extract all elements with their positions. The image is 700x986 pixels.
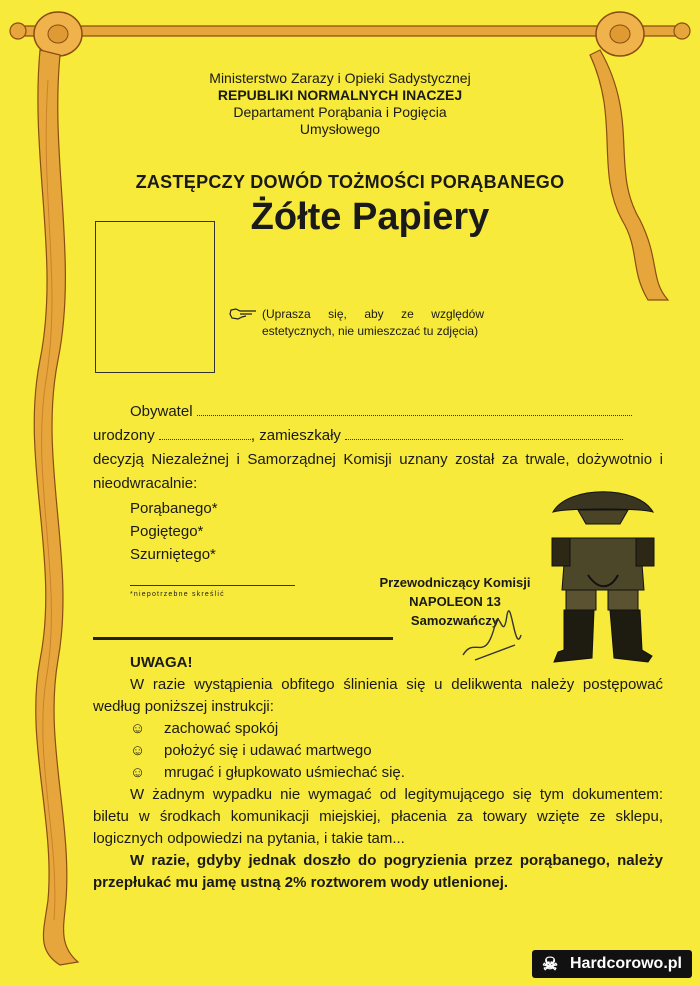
department-name: Departament Porąbania i Pogięcia [233,104,447,120]
instruction-item: ☺ położyć się i udawać martwego [130,740,663,762]
photo-box [95,221,215,373]
department-name-cont: Umysłowego [299,121,381,137]
option-pogiety[interactable]: Pogiętego* [130,523,204,540]
republic-name: REPUBLIKI NORMALNYCH INACZEJ [217,87,463,103]
ministry-header [140,70,540,138]
pointing-hand-icon [228,307,258,321]
smiley-icon: ☺ [130,764,146,781]
main-title: Żółte Papiery [250,196,490,238]
option-szurniety[interactable]: Szurniętego* [130,546,216,563]
signature-line [130,585,295,586]
option-porabany[interactable]: Porąbanego* [130,500,218,517]
options-list [130,497,218,566]
skull-icon: ☠ [541,954,559,974]
born-line [93,424,663,448]
citizen-label: Obywatel [130,403,193,420]
born-label: urodzony [93,427,155,444]
birth-field[interactable] [159,427,251,440]
photo-note: (Uprasza się, aby ze względów estetycznych, nie umieszczać tu zdjęcia) [262,307,484,338]
chairman-title: Przewodniczący Komisji [379,575,531,590]
instruction-item: ☺ zachować spokój [130,718,663,740]
address-field[interactable] [345,427,623,440]
citizen-line [130,400,660,424]
citizen-name-field[interactable] [197,403,632,416]
napoleon-figure [548,480,658,665]
chairman-status: Samozwańczy [410,613,500,628]
section-divider [93,637,393,640]
instruction-list [93,718,663,784]
warning-intro: W razie wystąpienia obfitego ślinienia się u delikwenta należy postępować według poniższej instrukcji: [93,676,663,715]
chairman-name: NAPOLEON 13 [409,594,501,609]
smiley-icon: ☺ [130,720,146,737]
watermark-text: Hardcorowo.pl [569,955,682,972]
warning-paragraph-3: W razie, gdyby jednak doszło do pogryzienia przez porąbanego, należy przepłukać mu jamę ustną 2% roztworem wody utlenionej. [93,852,663,891]
footnote: *niepotrzebne skreślić [130,591,225,598]
resident-label: , zamieszkały [250,427,341,444]
decision-text: decyzją Niezależnej i Samorządnej Komisji uznany został za trwale, dożywotnio i nieodwracalnie: [93,451,663,492]
instruction-item: ☺ mrugać i głupkowato uśmiechać się. [130,762,663,784]
ministry-name: Ministerstwo Zarazy i Opieki Sadystycznej [209,70,471,86]
warning-section [93,652,663,894]
smiley-icon: ☺ [130,742,146,759]
document-title: ZASTĘPCZY DOWÓD TOŻMOŚCI PORĄBANEGO [135,172,565,192]
warning-paragraph-2: W żadnym wypadku nie wymagać od legitymującego się tym dokumentem: biletu w środkach komunikacji miejskiej, płacenia za towary wzięte ze sklepu, logicznych odpowiedzi na pytania, i takie tam... [93,786,663,847]
site-watermark [532,950,692,978]
warning-heading: UWAGA! [130,654,193,671]
